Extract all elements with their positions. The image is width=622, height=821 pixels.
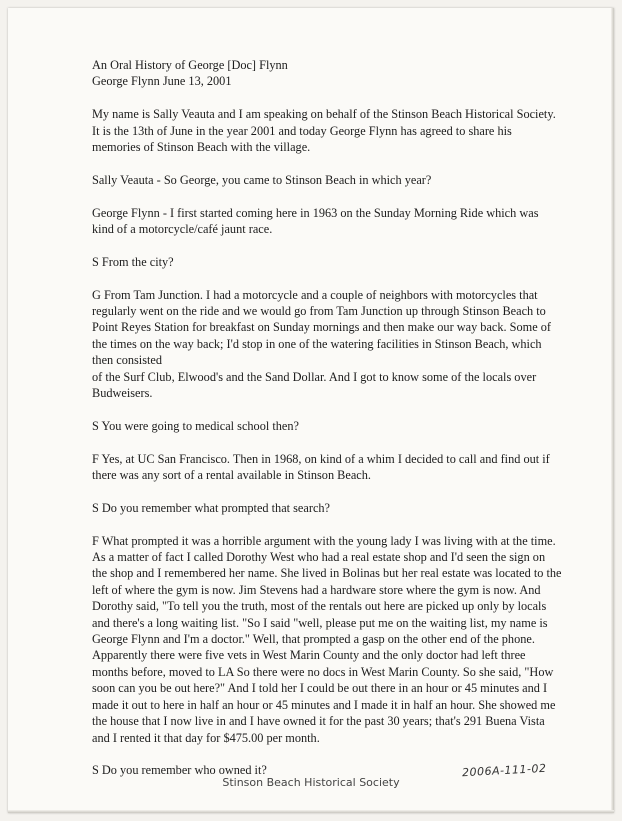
paragraph-tam-junction-continued: of the Surf Club, Elwood's and the Sand Dollar. And I got to know some of the locals over Budweisers. xyxy=(92,369,537,401)
page-edge-right xyxy=(611,8,614,813)
paragraph-answer-ucsf: F Yes, at UC San Francisco. Then in 1968, on kind of a whim I decided to call and find out if there was any sort of a rental available in Stinson Beach. xyxy=(92,451,550,483)
page-edge-bottom xyxy=(8,810,614,813)
paragraph-question-owner: S Do you remember who owned it? xyxy=(92,763,267,778)
document-subtitle: George Flynn June 13, 2001 xyxy=(92,74,232,89)
paragraph-tam-junction-main: G From Tam Junction. I had a motorcycle and a couple of neighbors with motorcycles that regularly went on the ride and we would go from Tam Junction up through Stinson Beach to Point Reyes Station for breakfast on Sunday mornings and then make our way back. Some of the times on the way back; I'd stop in one of the watering facilities in Stinson Beach, which then consisted xyxy=(92,287,551,368)
paragraph-question-year: Sally Veauta - So George, you came to Stinson Beach in which year? xyxy=(92,172,432,187)
paragraph-question-city: S From the city? xyxy=(92,254,174,269)
archive-number: 2006A-111-02 xyxy=(461,761,547,780)
paragraph-answer-search: F What prompted it was a horrible argument with the young lady I was living with at the time. As a matter of fact I called Dorothy West who had a real estate shop and I'd seen the sign on the shop and I remembered her name. She lived in Bolinas but her real estate was located to the left of where the gym is now. Jim Stevens had a hardware store where the gym is now. And Dorothy said, "To tell you the truth, most of the rentals out here are picked up only by locals and there's a long waiting list. "So I said "well, please put me on the waiting list, my name is George Flynn and I'm a doctor." Well, that prompted a gasp on the other end of the phone. Apparently there were five vets in West Marin County and the only doctor had left three months before, moved to LA So there were no docs in West Marin County. So she said, "How soon can you be out here?" And I told her I could be out there in an hour or 45 minutes and I made it out to here in half an hour or 45 minutes and I made it in half an hour. She showed me the house that I now live in and I have owned it for the past 30 years; that's 291 Buena Vista and I rented it that day for $475.00 per month. xyxy=(92,533,562,745)
paragraph-intro: My name is Sally Veauta and I am speaking on behalf of the Stinson Beach Historical Society. It is the 13th of June in the year 2001 and today George Flynn has agreed to share his memories of Stinson Beach with the village. xyxy=(92,107,556,155)
transcript-body xyxy=(92,57,562,795)
paragraph-question-medical-school: S You were going to medical school then? xyxy=(92,418,299,433)
paragraph-tam-junction xyxy=(92,287,562,402)
paragraph-question-search: S Do you remember what prompted that search? xyxy=(92,500,331,515)
document-title: An Oral History of George [Doc] Flynn xyxy=(92,58,288,72)
document-header xyxy=(92,57,562,90)
footer-society-name: Stinson Beach Historical Society xyxy=(222,776,400,789)
paragraph-answer-year: George Flynn - I first started coming here in 1963 on the Sunday Morning Ride which was kind of a motorcycle/café jaunt race. xyxy=(92,205,539,237)
